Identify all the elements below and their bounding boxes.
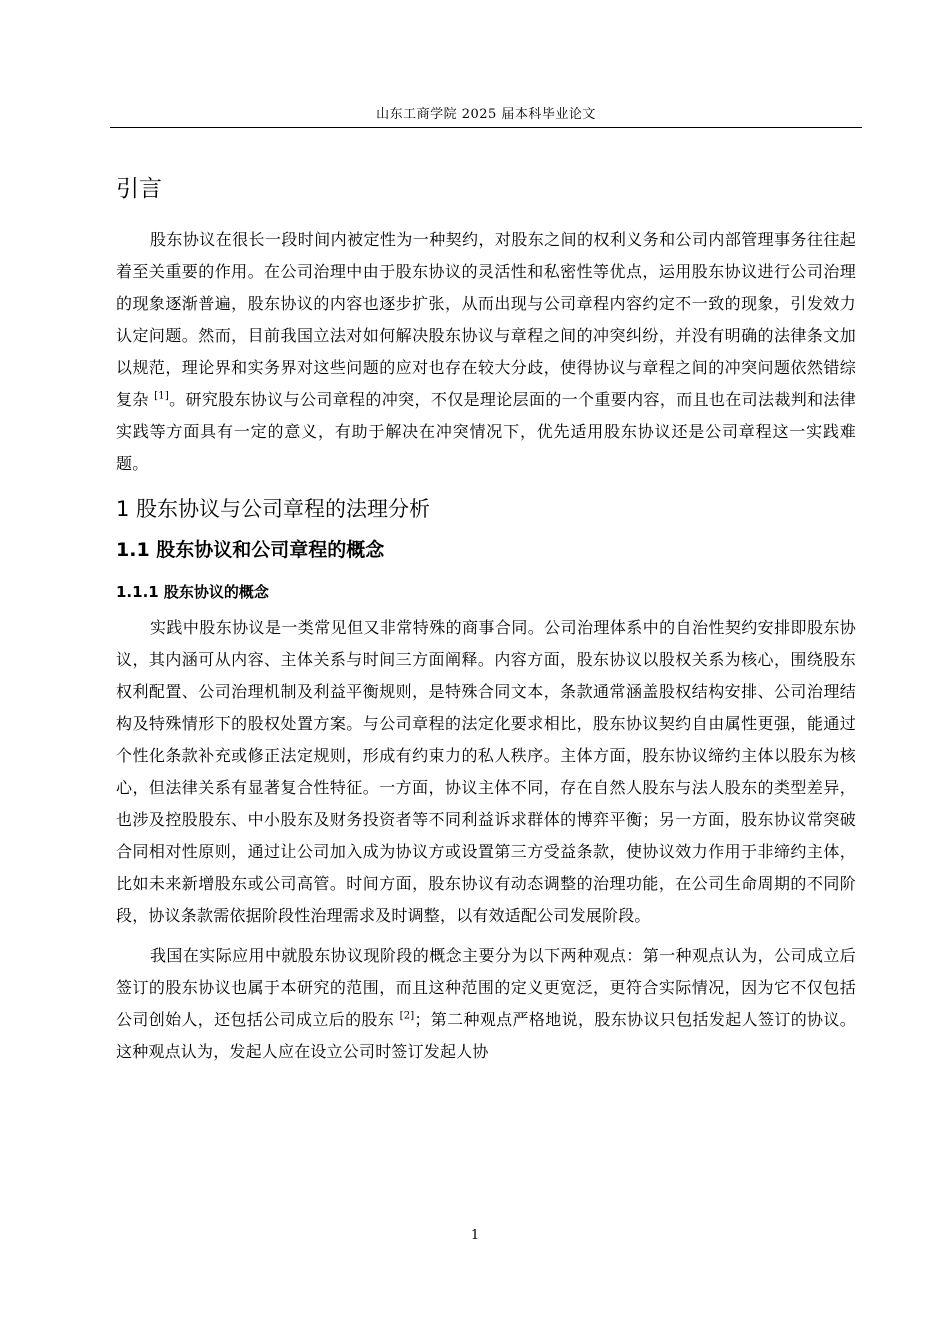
page-header: 山东工商学院 2025 届本科毕业论文 bbox=[376, 107, 596, 122]
page-number: 1 bbox=[470, 1228, 480, 1243]
chapter-1-heading: 1 股东协议与公司章程的法理分析 bbox=[116, 497, 431, 521]
concept-paragraph-1: 实践中股东协议是一类常见但又非常特殊的商事合同。公司治理体系中的自治性契约安排即股东协议，其内涵可从内容、主体关系与时间三方面阐释。内容方面，股东协议以股权关系为核心，围绕股东权利配置、公司治理机制及利益平衡规则，是特殊合同文本，条款通常涵盖股权结构安排、公司治理结构及特殊情形下的股权处置方案。与公司章程的法定化要求相比，股东协议契约自由属性更强，能通过个性化条款补充或修正法定规则，形成有约束力的私人秩序。主体方面，股东协议缔约主体以股东为核心，但法律关系有显著复合性特征。一方面，协议主体不同，存在自然人股东与法人股东的类型差异，也涉及控股股东、中小股东及财务投资者等不同利益诉求群体的博弈平衡；另一方面，股东协议常突破合同相对性原则，通过让公司加入成为协议方或设置第三方受益条款，使协议效力作用于非缔约主体，比如未来新增股东或公司高管。时间方面，股东协议有动态调整的治理功能，在公司生命周期的不同阶段，协议条款需依据阶段性治理需求及时调整，以有效适配公司发展阶段。 bbox=[116, 618, 856, 925]
intro-paragraph bbox=[116, 224, 856, 480]
citation-2: [2] bbox=[399, 1010, 415, 1022]
header-divider bbox=[110, 127, 862, 128]
concept-paragraph-2-tail: ；第二种观点严格地说，股东协议只包括发起人签订的协议。这种观点认为，发起人应在设立公司时签订发起人协 bbox=[116, 1010, 856, 1061]
citation-1: [1] bbox=[154, 390, 169, 402]
document-body bbox=[116, 172, 856, 1068]
concept-paragraph-2 bbox=[116, 940, 856, 1068]
section-1-1-1-heading: 1.1.1 股东协议的概念 bbox=[116, 583, 269, 601]
concept-paragraph-2-text: 我国在实际应用中就股东协议现阶段的概念主要分为以下两种观点：第一种观点认为，公司成立后签订的股东协议也属于本研究的范围，而且这种范围的定义更宽泛，更符合实际情况，因为它不仅包括公司创始人，还包括公司成立后的股东 bbox=[116, 946, 856, 1029]
section-1-1-heading: 1.1 股东协议和公司章程的概念 bbox=[116, 539, 385, 561]
intro-paragraph-tail: 。研究股东协议与公司章程的冲突，不仅是理论层面的一个重要内容，而且也在司法裁判和法律实践等方面具有一定的意义，有助于解决在冲突情况下，优先适用股东协议还是公司章程这一实践难题。 bbox=[116, 390, 856, 473]
intro-paragraph-text: 股东协议在很长一段时间内被定性为一种契约，对股东之间的权利义务和公司内部管理事务往往起着至关重要的作用。在公司治理中由于股东协议的灵活性和私密性等优点，运用股东协议进行公司治理的现象逐渐普遍，股东协议的内容也逐步扩张，从而出现与公司章程内容约定不一致的现象，引发效力认定问题。然而，目前我国立法对如何解决股东协议与章程之间的冲突纠纷，并没有明确的法律条文加以规范，理论界和实务界对这些问题的应对也存在较大分歧，使得协议与章程之间的冲突问题依然错综复杂 bbox=[116, 230, 856, 409]
intro-heading: 引言 bbox=[116, 176, 162, 202]
